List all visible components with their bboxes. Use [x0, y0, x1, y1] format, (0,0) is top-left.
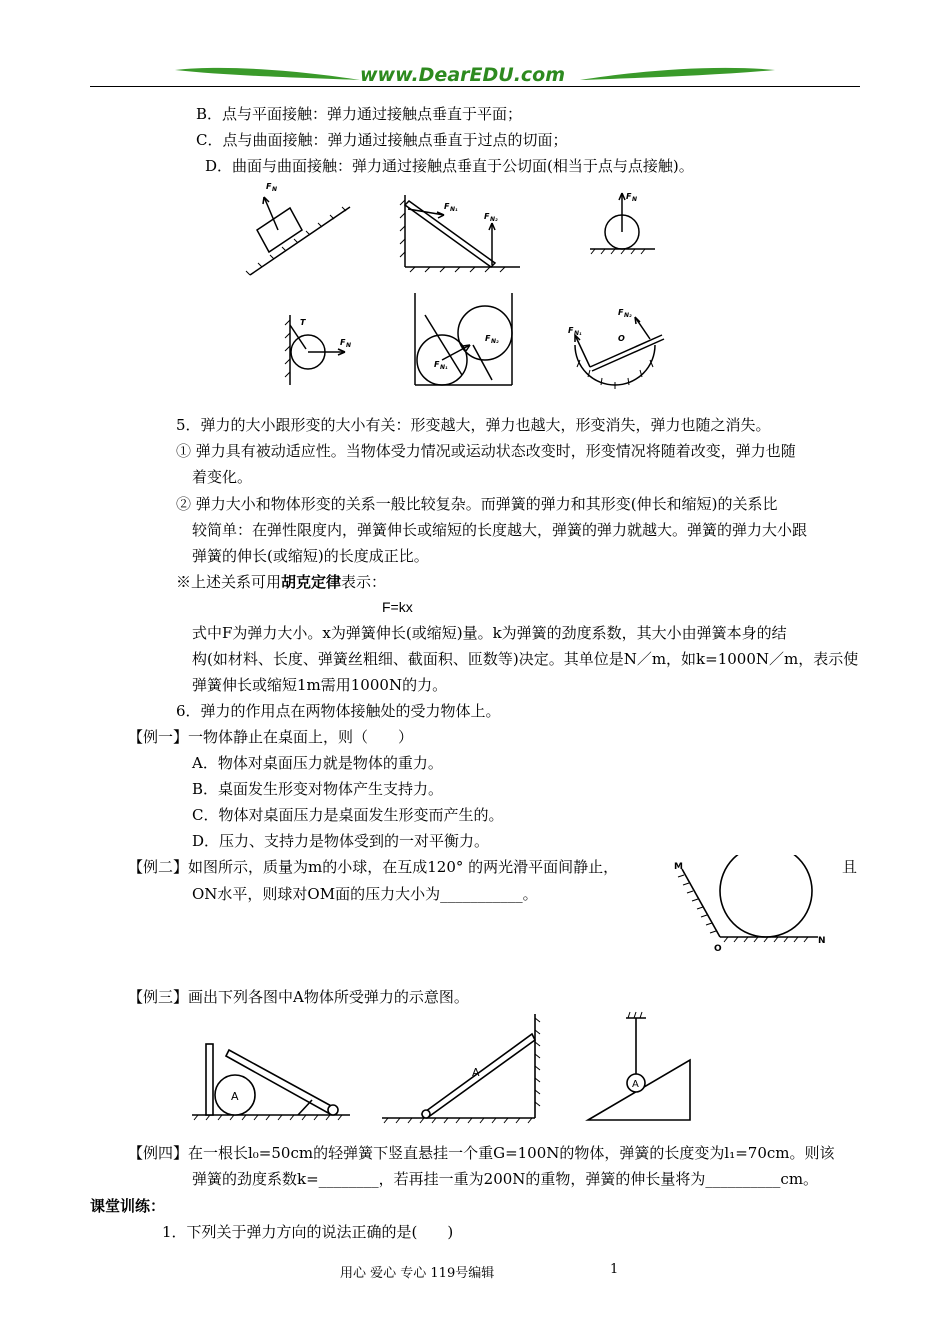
page-number: 1 — [610, 1262, 619, 1277]
item-b: B．点与平面接触：弹力通过接触点垂直于平面； — [196, 105, 523, 123]
label-fn1-sub: N₁ — [450, 206, 458, 213]
label-a3: A — [632, 1079, 639, 1090]
hooke-pre: ※上述关系可用 — [176, 573, 282, 591]
explain-1: 式中F为弹力大小。x为弹簧伸长(或缩短)量。k为弹簧的劲度系数，其大小由弹簧本身的结 — [192, 624, 787, 642]
label-fn3: F — [626, 192, 632, 201]
example-3: 【例三】画出下列各图中A物体所受弹力的示意图。 — [128, 988, 469, 1006]
label-a2: A — [472, 1066, 480, 1079]
example-4a: 【例四】在一根长l₀=50cm的轻弹簧下竖直悬挂一个重G=100N的物体，弹簧的长度变为l₁=70cm。则该 — [128, 1144, 835, 1162]
footer-text: 用心 爱心 专心 119号编辑 — [340, 1266, 495, 1281]
item-c: C．点与曲面接触：弹力通过接触点垂直于过点的切面； — [196, 131, 568, 149]
label-fn8: F — [618, 308, 624, 317]
para-5-2a: ② 弹力大小和物体形变的关系一般比较复杂。而弹簧的弹力和其形变(伸长和缩短)的关系比 — [176, 495, 778, 513]
ex1-option-a: A．物体对桌面压力就是物体的重力。 — [192, 754, 443, 772]
para-5-2b: 较简单：在弹性限度内，弹簧伸长或缩短的长度越大，弹簧的弹力就越大。弹簧的弹力大小跟 — [192, 521, 808, 539]
question-1: 1．下列关于弹力方向的说法正确的是( ) — [162, 1223, 454, 1241]
label-fn-sub: N — [272, 186, 278, 193]
label-fn8-sub: N₂ — [624, 312, 632, 319]
formula: F=kx — [382, 599, 413, 615]
example-1: 【例一】一物体静止在桌面上，则（ ） — [128, 728, 414, 746]
para-6: 6．弹力的作用点在两物体接触处的受力物体上。 — [176, 702, 501, 720]
item-d: D．曲面与曲面接触：弹力通过接触点垂直于公切面(相当于点与点接触)。 — [205, 157, 694, 175]
label-fn7: F — [568, 326, 574, 335]
explain-2: 构(如材料、长度、弹簧丝粗细、截面积、匝数等)决定。其单位是N／m，如k=1000N／m，表示使 — [192, 650, 859, 668]
para-5-2c: 弹簧的伸长(或缩短)的长度成正比。 — [192, 547, 429, 565]
hooke-law: 胡克定律 — [281, 573, 342, 591]
label-fn7-sub: N₁ — [574, 330, 582, 337]
example-4b: 弹簧的劲度系数k=________，若再挂一重为200N的重物，弹簧的伸长量将为__________cm。 — [192, 1170, 819, 1188]
example-2-tail: 且 — [842, 858, 858, 876]
label-o2: O — [714, 944, 722, 954]
para-5-1a: ① 弹力具有被动适应性。当物体受力情况或运动状态改变时，形变情况将随着改变，弹力也随 — [176, 442, 796, 460]
label-fn4-sub: N — [346, 342, 352, 349]
label-n: N — [818, 936, 826, 946]
label-fn4: F — [340, 338, 346, 347]
section-training: 课堂训练： — [90, 1197, 166, 1215]
header-rule — [90, 86, 860, 87]
label-fn5-sub: N₂ — [491, 338, 499, 345]
site-logo: www.DearEDU.com — [360, 64, 566, 86]
para-5-1b: 着变化。 — [192, 468, 253, 486]
label-a1: A — [231, 1090, 239, 1103]
label-m: M — [674, 862, 683, 872]
label-o: O — [618, 334, 625, 343]
hooke-post: 表示： — [341, 573, 387, 591]
example-2-figure — [668, 855, 838, 955]
label-fn1: F — [444, 202, 450, 211]
label-t: T — [300, 318, 306, 327]
label-fn2-sub: N₂ — [490, 216, 498, 223]
label-fn5: F — [485, 334, 491, 343]
example-2b: ON水平，则球对OM面的压力大小为___________。 — [192, 885, 538, 903]
contact-force-figures — [230, 175, 690, 395]
ex1-option-c: C．物体对桌面压力是桌面发生形变而产生的。 — [192, 806, 504, 824]
label-fn2: F — [484, 212, 490, 221]
label-fn6-sub: N₁ — [440, 364, 448, 371]
label-fn: F — [266, 182, 272, 191]
ex1-option-b: B．桌面发生形变对物体产生支持力。 — [192, 780, 444, 798]
label-fn6: F — [434, 360, 440, 369]
example-3-figures — [190, 1010, 710, 1135]
hooke-intro — [176, 572, 386, 592]
label-fn3-sub: N — [632, 196, 638, 203]
ex1-option-d: D．压力、支持力是物体受到的一对平衡力。 — [192, 832, 490, 850]
para-5: 5．弹力的大小跟形变的大小有关：形变越大，弹力也越大，形变消失，弹力也随之消失。 — [176, 416, 771, 434]
explain-3: 弹簧伸长或缩短1m需用1000N的力。 — [192, 676, 448, 694]
example-2a: 【例二】如图所示，质量为m的小球，在互成120° 的两光滑平面间静止， — [128, 858, 619, 876]
